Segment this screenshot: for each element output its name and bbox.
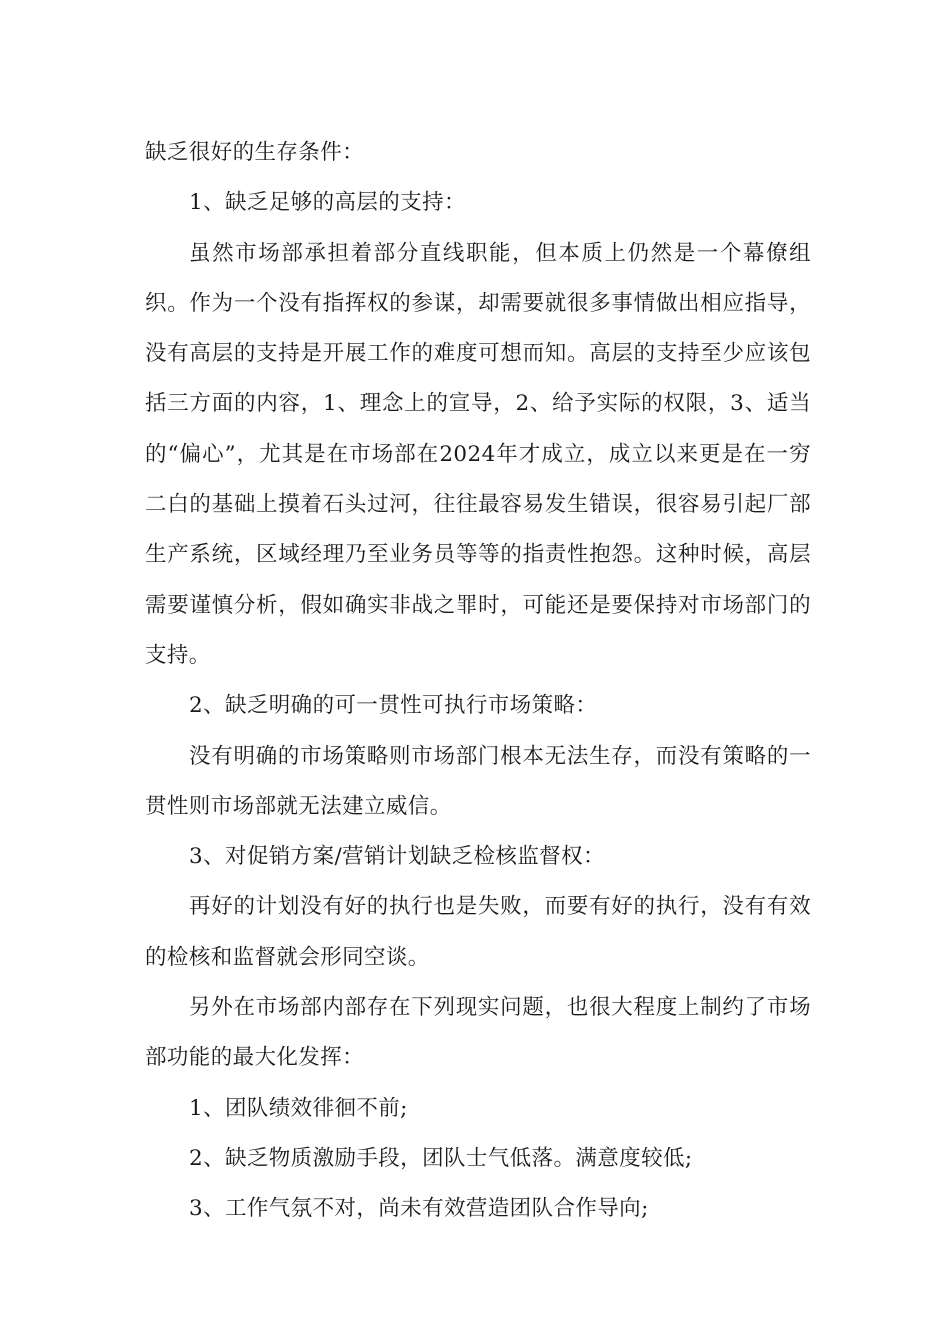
list-item-issue-2: 2、缺乏物质激励手段，团队士气低落。满意度较低;: [189, 1145, 693, 1171]
paragraph-item-3: 再好的计划没有好的执行也是失败，而要有好的执行，没有有效的检核和监督就会形同空谈。: [145, 894, 811, 970]
paragraph-internal-issues: 另外在市场部内部存在下列现实问题，也很大程度上制约了市场部功能的最大化发挥：: [145, 995, 811, 1071]
list-item-issue-1: 1、团队绩效徘徊不前;: [189, 1095, 408, 1121]
heading-item-3: 3、对促销方案/营销计划缺乏检核监督权：: [189, 844, 605, 870]
document-body: [145, 128, 811, 1235]
paragraph-item-1: 虽然市场部承担着部分直线职能，但本质上仍然是一个幕僚组织。作为一个没有指挥权的参谋，却需要就很多事情做出相应指导，没有高层的支持是开展工作的难度可想而知。高层的支持至少应该包括三方面的内容，1、理念上的宣导，2、给予实际的权限，3、适当的“偏心”，尤其是在市场部在2024年才成立，成立以来更是在一穷二白的基础上摸着石头过河，往往最容易发生错误，很容易引起厂部生产系统，区域经理乃至业务员等等的指责性抱怨。这种时候，高层需要谨慎分析，假如确实非战之罪时，可能还是要保持对市场部门的支持。: [145, 240, 811, 668]
list-item-issue-3: 3、工作气氛不对，尚未有效营造团队合作导向;: [189, 1196, 649, 1222]
paragraph-item-2: 没有明确的市场策略则市场部门根本无法生存，而没有策略的一贯性则市场部就无法建立威信。: [145, 743, 811, 819]
heading-item-2: 2、缺乏明确的可一贯性可执行市场策略：: [189, 693, 598, 719]
paragraph-intro: 缺乏很好的生存条件：: [145, 140, 365, 165]
heading-item-1: 1、缺乏足够的高层的支持：: [189, 190, 466, 216]
